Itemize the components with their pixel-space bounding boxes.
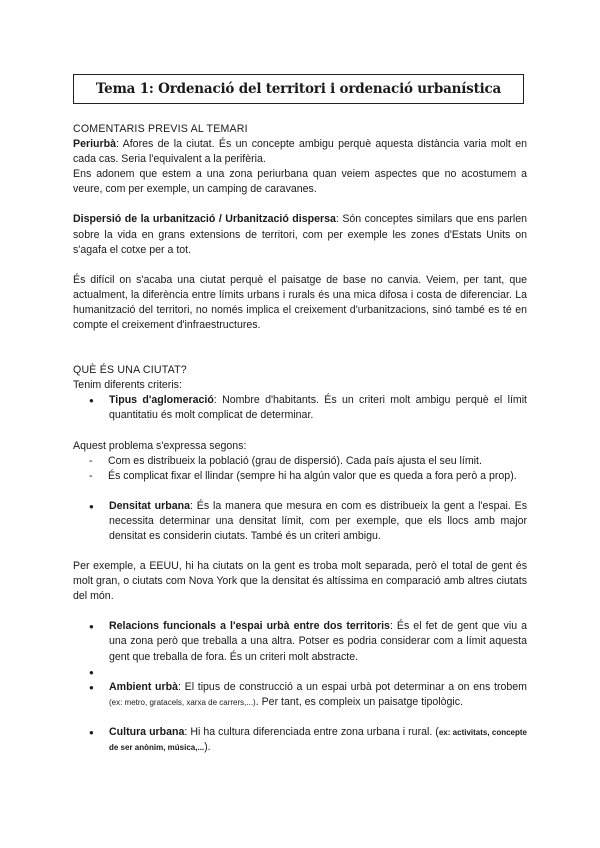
cultura-example: ex: activitats, concepte de ser anònim, música,... xyxy=(109,727,527,752)
criteria-list-5 xyxy=(73,725,527,755)
cultura-text-b: ). xyxy=(204,740,211,753)
dispersio-definition: : Són conceptes similars que ens parlen sobre la vida en grans extensions de territori, com per exemple les zones d'Estats Units on s'agafa el cotxe per a tot. xyxy=(73,213,527,256)
densitat-text: : És la manera que mesura en com es distribueix la gent a l'espai. Es necessita determinar una densitat límit, com per exemple, que els llocs amb major densitat es considerin ciutats. També és un criteri ambigu. xyxy=(109,499,527,542)
relacions-text: : És el fet de gent que viu a una zona però que treballa a una altra. Potser es podria considerar com a límit aquesta gent que treballa de fora. És un criteri molt abstracte. xyxy=(109,620,528,663)
list-item-densitat xyxy=(73,499,527,544)
title-box xyxy=(73,74,524,104)
dash-list xyxy=(73,454,527,484)
term-cultura: Cultura urbana xyxy=(109,725,185,738)
criteria-list-4 xyxy=(73,680,527,710)
periurba-definition: : Afores de la ciutat. És un concepte ambigu perquè aquesta distància varia molt en cada cas. Seria l'equivalent a la perifèria. xyxy=(73,138,527,166)
paragraph-periurba xyxy=(73,137,527,167)
criteris-intro: Tenim diferents criteris: xyxy=(73,379,182,392)
dash-item: - És complicat fixar el llindar (sempre hi ha algún valor que es queda a fora però a prop). xyxy=(73,469,527,484)
paragraph-periurba-example: Ens adonem que estem a una zona periurbana quan veiem aspectes que no acostumem a veure, com per exemple, un camping de caravanes. xyxy=(73,168,527,196)
term-densitat: Densitat urbana xyxy=(109,499,190,512)
term-dispersio: Dispersió de la urbanització / Urbanització dispersa xyxy=(73,213,336,226)
list-item-ambient xyxy=(73,680,527,710)
term-aglomeracio: Tipus d'aglomeració xyxy=(109,394,214,407)
term-relacions: Relacions funcionals a l'espai urbà entre dos territoris xyxy=(109,620,390,633)
criteria-list-1 xyxy=(73,393,527,423)
ambient-text-a: : El tipus de construcció a un espai urbà pot determinar a on ens trobem xyxy=(178,680,527,693)
document-body xyxy=(73,122,527,755)
paragraph-dificil: És difícil on s'acaba una ciutat perquè el paisatge de base no canvia. Veiem, per tant, que actualment, la diferència entre límits urbans i rurals és una mica difosa i costa de diferenciar. La humanització del territori, no només implica el creixement d'urbanitzacions, sinó també es té en compte el creixement d'infraestructures. xyxy=(73,273,527,332)
ambient-text-b: . Per tant, es compleix un paisatge tipològic. xyxy=(255,695,464,708)
term-ambient: Ambient urbà xyxy=(109,680,179,693)
document-title: Tema 1: Ordenació del territori i ordenació urbanística xyxy=(95,81,502,97)
term-periurba: Periurbà xyxy=(73,138,116,151)
section-heading-que-es: QUÈ ÉS UNA CIUTAT? xyxy=(73,364,187,377)
paragraph-dispersio xyxy=(73,212,527,257)
dash-item: - Com es distribueix la població (grau de dispersió). Cada país ajusta el seu límit. xyxy=(73,454,527,469)
list-item-relacions xyxy=(73,619,527,664)
section-heading-comentaris: COMENTARIS PREVIS AL TEMARI xyxy=(73,123,248,135)
criteria-list-2 xyxy=(73,499,527,544)
list-item-cultura xyxy=(73,725,527,755)
spacer xyxy=(73,665,527,680)
problema-intro: Aquest problema s'expressa segons: xyxy=(73,439,247,452)
paragraph-eeuu: Per exemple, a EEUU, hi ha ciutats on la gent es troba molt separada, però el total de gent és molt gran, o ciutats com Nova York que la densitat és altíssima en comparació amb altres ciutats del món. xyxy=(73,560,527,603)
ambient-example: (ex: metro, gratacels, xarxa de carrers,...) xyxy=(109,697,256,707)
cultura-text-a: : Hi ha cultura diferenciada entre zona urbana i rural. ( xyxy=(184,725,439,738)
criteria-list-3 xyxy=(73,619,527,679)
aglomeracio-text: : Nombre d'habitants. És un criteri molt ambigu perquè el límit quantitatiu és molt complicat de determinar. xyxy=(109,394,528,422)
list-item-aglomeracio xyxy=(73,393,527,423)
